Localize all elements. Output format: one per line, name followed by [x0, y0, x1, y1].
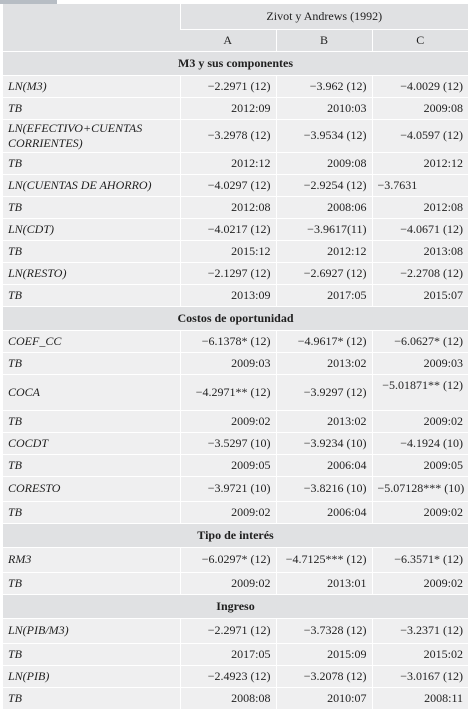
cell-c: 2009:02: [372, 410, 468, 432]
cell-b: 2010:03: [276, 97, 372, 119]
cell-a: −2.2971 (12): [180, 618, 276, 643]
cell-a: 2015:12: [180, 240, 276, 262]
table-row: [3, 119, 468, 152]
cell-b: 2008:06: [276, 196, 372, 218]
table-row: [3, 572, 468, 594]
cell-a: −4.0217 (12): [180, 218, 276, 240]
row-label: LN(CDT): [3, 218, 180, 240]
row-label: TB: [3, 196, 180, 218]
table-row: [3, 501, 468, 523]
row-label: LN(RESTO): [3, 262, 180, 284]
cell-c: 2009:08: [372, 97, 468, 119]
section-title: Ingreso: [3, 594, 468, 618]
row-label: LN(CUENTAS DE AHORRO): [3, 174, 180, 196]
cell-c: −4.1924 (10): [372, 432, 468, 454]
table-row: [3, 284, 468, 306]
cell-c: 2009:03: [372, 352, 468, 374]
table-row: [3, 547, 468, 572]
row-label: TB: [3, 501, 180, 523]
cell-a: −3.2978 (12): [180, 119, 276, 152]
cell-a: −2.1297 (12): [180, 262, 276, 284]
cell-a: −4.0297 (12): [180, 174, 276, 196]
cell-c: −5.01871** (12): [372, 374, 468, 410]
cell-a: −6.0297* (12): [180, 547, 276, 572]
cell-c: −4.0671 (12): [372, 218, 468, 240]
cell-b: 2006:04: [276, 501, 372, 523]
cell-a: 2009:02: [180, 501, 276, 523]
cell-c: 2012:08: [372, 196, 468, 218]
table-row: [3, 665, 468, 687]
cell-a: 2012:08: [180, 196, 276, 218]
section-title: Tipo de interés: [3, 523, 468, 547]
table-row: [3, 432, 468, 454]
row-label: LN(EFECTIVO+CUENTAS CORRIENTES): [3, 119, 180, 152]
table-row: [3, 218, 468, 240]
cell-c: 2015:07: [372, 284, 468, 306]
row-label: TB: [3, 152, 180, 174]
section-header-row: [3, 523, 468, 547]
cell-b: −4.7125*** (12): [276, 547, 372, 572]
row-label: TB: [3, 643, 180, 665]
column-header-a: A: [180, 29, 276, 51]
table-row: [3, 618, 468, 643]
row-label: TB: [3, 352, 180, 374]
cell-b: −3.9297 (12): [276, 374, 372, 410]
cell-b: 2013:02: [276, 352, 372, 374]
row-label: COCA: [3, 374, 180, 410]
row-label: CORESTO: [3, 476, 180, 501]
cell-a: 2012:09: [180, 97, 276, 119]
section-header-row: [3, 594, 468, 618]
row-label: LN(PIB): [3, 665, 180, 687]
cell-b: 2010:07: [276, 687, 372, 709]
cell-a: −2.4923 (12): [180, 665, 276, 687]
table-row: [3, 196, 468, 218]
header-row: [3, 4, 468, 29]
cell-a: −4.2971** (12): [180, 374, 276, 410]
cell-c: 2008:11: [372, 687, 468, 709]
cell-c: −4.0597 (12): [372, 119, 468, 152]
cell-c: −6.3571* (12): [372, 547, 468, 572]
cell-a: −6.1378* (12): [180, 330, 276, 352]
cell-b: −3.7328 (12): [276, 618, 372, 643]
row-label: TB: [3, 687, 180, 709]
cell-c: 2009:05: [372, 454, 468, 476]
row-label: COEF_CC: [3, 330, 180, 352]
table-row: [3, 240, 468, 262]
table-row: [3, 352, 468, 374]
cell-c: −3.0167 (12): [372, 665, 468, 687]
row-label: TB: [3, 240, 180, 262]
row-label: LN(PIB/M3): [3, 618, 180, 643]
header-empty-cell: [3, 4, 180, 51]
cell-c: −3.7631: [372, 174, 468, 196]
cell-a: −3.5297 (10): [180, 432, 276, 454]
cell-b: 2009:08: [276, 152, 372, 174]
table-row: [3, 374, 468, 410]
table-row: [3, 330, 468, 352]
cell-a: 2012:12: [180, 152, 276, 174]
cell-a: 2009:02: [180, 410, 276, 432]
cell-b: −3.2078 (12): [276, 665, 372, 687]
row-label: TB: [3, 97, 180, 119]
cell-c: −5.07128*** (10): [372, 476, 468, 501]
cell-b: 2013:02: [276, 410, 372, 432]
table-row: [3, 643, 468, 665]
cell-a: 2009:03: [180, 352, 276, 374]
row-label: TB: [3, 284, 180, 306]
cell-c: 2012:12: [372, 152, 468, 174]
cell-a: −2.2971 (12): [180, 75, 276, 97]
column-header-b: B: [276, 29, 372, 51]
cell-c: 2009:02: [372, 572, 468, 594]
cell-b: −3.9534 (12): [276, 119, 372, 152]
table-row: [3, 687, 468, 709]
cell-c: 2013:08: [372, 240, 468, 262]
cell-b: 2006:04: [276, 454, 372, 476]
section-title: M3 y sus componentes: [3, 51, 468, 75]
section-header-row: [3, 306, 468, 330]
table-row: [3, 476, 468, 501]
cell-c: 2009:02: [372, 501, 468, 523]
table-row: [3, 97, 468, 119]
cell-b: −4.9617* (12): [276, 330, 372, 352]
cell-a: 2017:05: [180, 643, 276, 665]
cell-a: −3.9721 (10): [180, 476, 276, 501]
cell-a: 2009:02: [180, 572, 276, 594]
row-label: COCDT: [3, 432, 180, 454]
cell-b: −3.9617(11): [276, 218, 372, 240]
table-row: [3, 152, 468, 174]
table-row: [3, 174, 468, 196]
cell-a: 2009:05: [180, 454, 276, 476]
cell-c: −6.0627* (12): [372, 330, 468, 352]
cell-b: −2.6927 (12): [276, 262, 372, 284]
column-header-c: C: [372, 29, 468, 51]
cell-c: −2.2708 (12): [372, 262, 468, 284]
row-label: LN(M3): [3, 75, 180, 97]
section-title: Costos de oportunidad: [3, 306, 468, 330]
table-row: [3, 262, 468, 284]
cell-b: −3.9234 (10): [276, 432, 372, 454]
cell-c: 2015:02: [372, 643, 468, 665]
row-label: TB: [3, 454, 180, 476]
cell-b: −3.8216 (10): [276, 476, 372, 501]
cell-b: 2013:01: [276, 572, 372, 594]
cell-b: 2015:09: [276, 643, 372, 665]
row-label: RM3: [3, 547, 180, 572]
cell-c: −3.2371 (12): [372, 618, 468, 643]
cell-b: 2017:05: [276, 284, 372, 306]
cell-c: −4.0029 (12): [372, 75, 468, 97]
cell-b: −2.9254 (12): [276, 174, 372, 196]
row-label: TB: [3, 572, 180, 594]
results-table: [3, 4, 468, 710]
table-title: Zivot y Andrews (1992): [180, 4, 468, 29]
cell-b: −3.962 (12): [276, 75, 372, 97]
section-header-row: [3, 51, 468, 75]
cell-a: 2008:08: [180, 687, 276, 709]
table-row: [3, 410, 468, 432]
table-row: [3, 454, 468, 476]
table-row: [3, 75, 468, 97]
cell-a: 2013:09: [180, 284, 276, 306]
row-label: TB: [3, 410, 180, 432]
cell-b: 2012:12: [276, 240, 372, 262]
